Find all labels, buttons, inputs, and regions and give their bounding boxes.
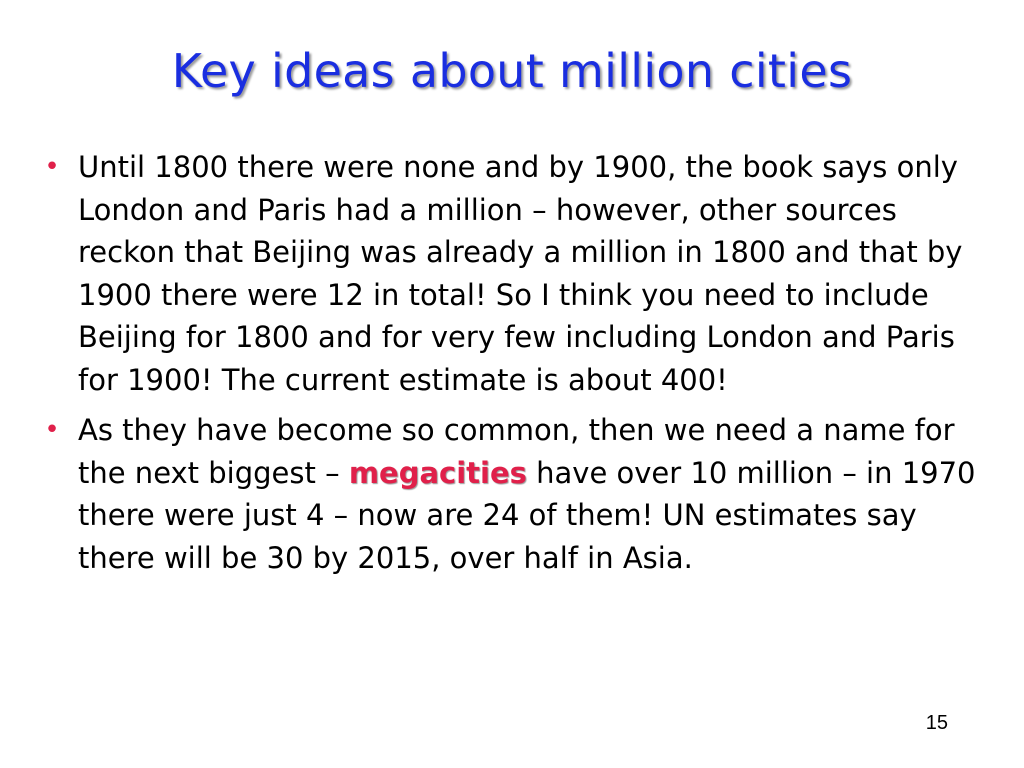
bullet-item — [42, 409, 992, 579]
bullet-text-after: have over 10 million – in 1970 there were just 4 – now are 24 of them! UN estimates say there will be 30 by 2015, over half in Asia. — [78, 455, 976, 575]
bullet-item — [42, 146, 992, 401]
page-number: 15 — [925, 712, 948, 734]
bullet-dot-icon: • — [44, 152, 60, 182]
bullet-dot-icon: • — [44, 415, 60, 445]
bullet-text-before: As they have become so common, then we need a name for the next biggest – — [78, 413, 955, 490]
bullet-text: Until 1800 there were none and by 1900, the book says only London and Paris had a million – however, other sources reckon that Beijing was already a million in 1800 and that by 1900 there were 12 in total! So I think you need to include Beijing for 1800 and for very few including London and Paris for 1900! The current estimate is about 400! — [78, 150, 963, 397]
slide-title: Key ideas about million cities — [171, 44, 853, 98]
highlight-term: megacities — [348, 455, 527, 490]
bullet-list — [42, 146, 992, 587]
